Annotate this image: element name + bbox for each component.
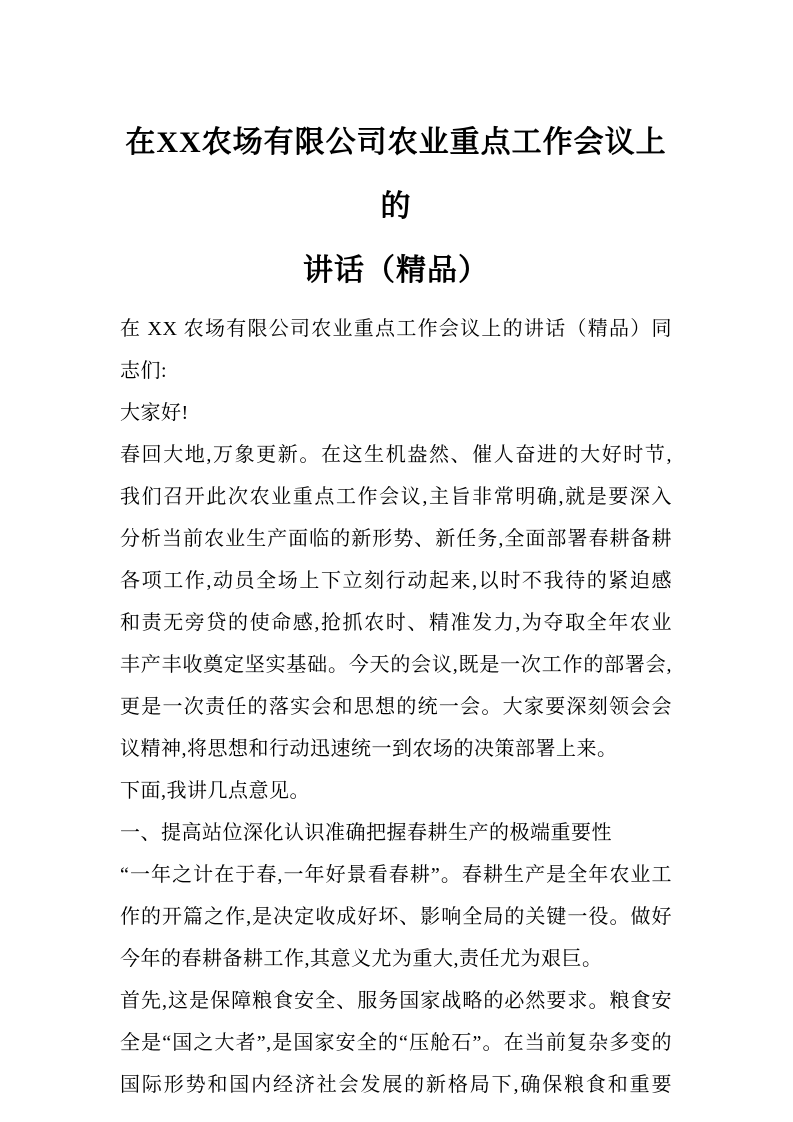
title-line-1: 在XX农场有限公司农业重点工作会议上的 [125, 126, 667, 223]
body-line: 首先,这是保障粮食安全、服务国家战略的必然要求。粮食安 [120, 990, 672, 1012]
body-line: 各项工作,动员全场上下立刻行动起来,以时不我待的紧迫感 [120, 570, 672, 592]
body-line: 在 XX 农场有限公司农业重点工作会议上的讲话（精品）同 [120, 318, 672, 340]
body-line: 春回大地,万象更新。在这生机盎然、催人奋进的大好时节, [120, 444, 672, 466]
body-line: 国际形势和国内经济社会发展的新格局下,确保粮食和重要 [120, 1074, 672, 1096]
body-line: 我们召开此次农业重点工作会议,主旨非常明确,就是要深入 [120, 486, 672, 508]
body-line: 更是一次责任的落实会和思想的统一会。大家要深刻领会会 [120, 696, 672, 718]
body-line: 议精神,将思想和行动迅速统一到农场的决策部署上来。 [120, 738, 618, 760]
body-line: 一、提高站位深化认识准确把握春耕生产的极端重要性 [120, 822, 612, 844]
body-line: 今年的春耕备耕工作,其意义尤为重大,责任尤为艰巨。 [120, 948, 603, 970]
document-title [120, 111, 672, 303]
body-line: 和责无旁贷的使命感,抢抓农时、精准发力,为夺取全年农业 [120, 612, 672, 634]
document-body [120, 308, 672, 1106]
body-line: 分析当前农业生产面临的新形势、新任务,全面部署春耕备耕 [120, 528, 672, 550]
body-line: 志们: [120, 360, 168, 382]
body-line: 下面,我讲几点意见。 [120, 780, 310, 802]
body-line: 丰产丰收奠定坚实基础。今天的会议,既是一次工作的部署会, [120, 654, 672, 676]
body-line: “一年之计在于春,一年好景看春耕”。春耕生产是全年农业工 [120, 864, 672, 886]
title-line-2: 讲话（精品） [303, 254, 489, 287]
body-line: 全是“国之大者”,是国家安全的“压舱石”。在当前复杂多变的 [120, 1032, 672, 1054]
body-line: 大家好! [120, 402, 189, 424]
body-line: 作的开篇之作,是决定收成好坏、影响全局的关键一役。做好 [120, 906, 672, 928]
